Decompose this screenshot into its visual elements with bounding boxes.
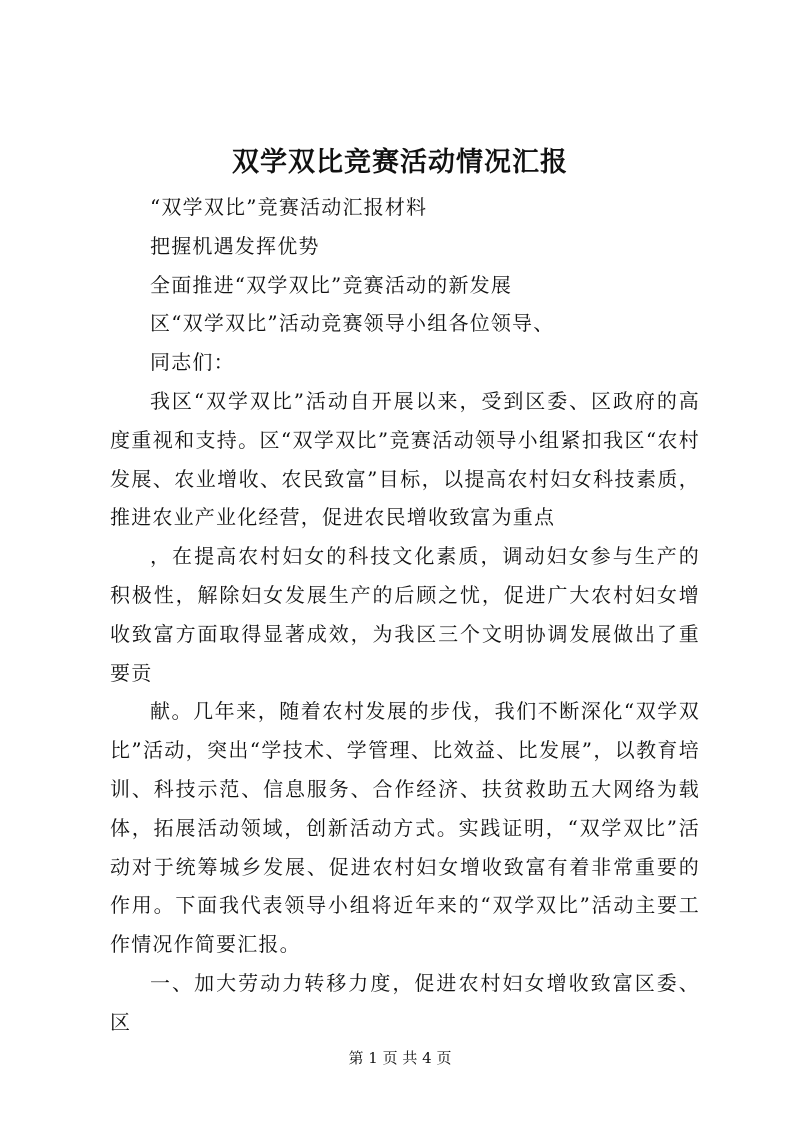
paragraph: 全面推进“双学双比”竞赛活动的新发展: [150, 272, 513, 297]
paragraph: ，在提高农村妇女的科技文化素质，调动妇女参与生产的积极性，解除妇女发展生产的后顾之忧，促进广大农村妇女增收致富方面取得显著成效，为我区三个文明协调发展做出了重要贡: [110, 544, 700, 685]
paragraph: 一、加大劳动力转移力度，促进农村妇女增收致富区委、区: [110, 970, 700, 1034]
paragraph: 区“双学双比”活动竞赛领导小组各位领导、: [150, 311, 555, 336]
paragraph: “双学双比”竞赛活动汇报材料: [150, 195, 428, 219]
paragraph: 我区“双学双比”活动自开展以来，受到区委、区政府的高度重视和支持。区“双学双比”竞赛活动领导小组紧扣我区“农村发展、农业增收、农民致富”目标，以提高农村妇女科技素质，推进农业产业化经营，促进农民增收致富为重点: [110, 388, 700, 530]
document-body: [110, 188, 700, 1042]
paragraph: 同志们：: [150, 350, 235, 375]
paragraph: 把握机遇发挥优势: [150, 233, 320, 258]
paragraph: 献。几年来，随着农村发展的步伐，我们不断深化“双学双比”活动，突出“学技术、学管理、比效益、比发展”，以教育培训、科技示范、信息服务、合作经济、扶贫救助五大网络为载体，拓展活动领域，创新活动方式。实践证明，“双学双比”活动对于统筹城乡发展、促进农村妇女增收致富有着非常重要的作用。下面我代表领导小组将近年来的“双学双比”活动主要工作情况作简要汇报。: [110, 699, 700, 957]
document-title: 双学双比竞赛活动情况汇报: [232, 147, 568, 178]
page-footer: 第 1 页 共 4 页: [348, 1049, 452, 1067]
